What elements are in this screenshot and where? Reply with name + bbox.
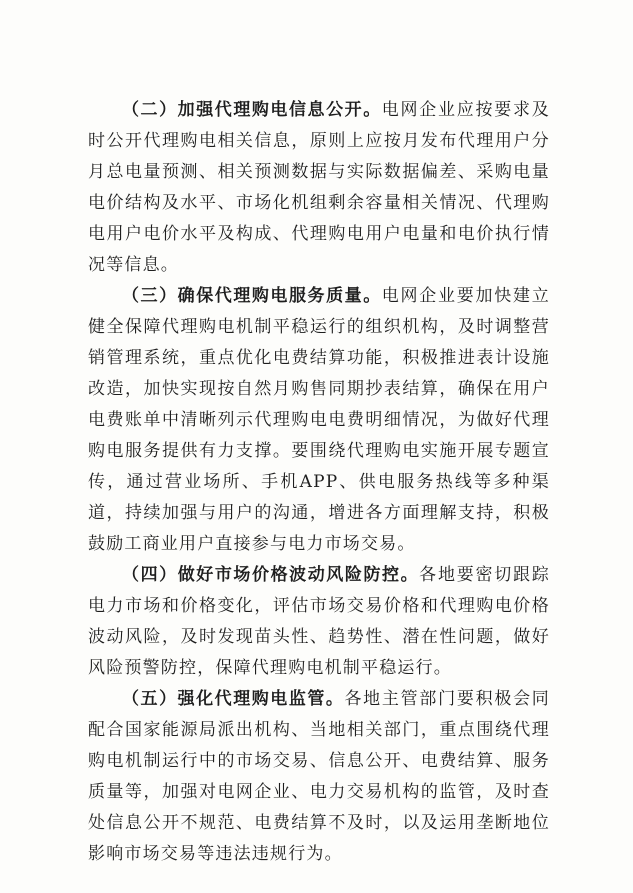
paragraph-heading: （三）确保代理购电服务质量。 bbox=[122, 286, 382, 306]
paragraph-text: 各地主管部门要积极会同配合国家能源局派出机构、当地相关部门，重点围绕代理购电机制运行中的市场交易、信息公开、电费结算、服务质量等，加强对电网企业、电力交易机构的监管，及时查处信息公开不规范、电费结算不及时，以及运用垄断地位影响市场交易等违法违规行为。 bbox=[88, 689, 550, 864]
paragraph-heading: （五）强化代理购电监管。 bbox=[122, 689, 345, 709]
paragraph-text: 电网企业要加快建立健全保障代理购电机制平稳运行的组织机构，及时调整营销管理系统，重点优化电费结算功能，积极推进表计设施改造，加快实现按自然月购售同期抄表结算，确保在用户电费账单中清晰列示代理购电电费明细情况，为做好代理购电服务提供有力支撑。要围绕代理购电实施开展专题宣传，通过营业场所、手机APP、供电服务热线等多种渠道，持续加强与用户的沟通，增进各方面理解支持，积极鼓励工商业用户直接参与电力市场交易。 bbox=[88, 286, 550, 554]
paragraph-heading: （二）加强代理购电信息公开。 bbox=[122, 100, 382, 120]
paragraph-2 bbox=[88, 95, 550, 281]
paragraph-5 bbox=[88, 684, 550, 870]
paragraph-4 bbox=[88, 560, 550, 684]
paragraph-3 bbox=[88, 281, 550, 560]
paragraph-text: 各地要密切跟踪电力市场和价格变化，评估市场交易价格和代理购电价格波动风险，及时发现苗头性、趋势性、潜在性问题，做好风险预警防控，保障代理购电机制平稳运行。 bbox=[88, 565, 551, 678]
paragraph-heading: （四）做好市场价格波动风险防控。 bbox=[122, 565, 420, 585]
document-body bbox=[88, 95, 550, 870]
paragraph-text: 电网企业应按要求及时公开代理购电相关信息，原则上应按月发布代理用户分月总电量预测、相关预测数据与实际数据偏差、采购电量电价结构及水平、市场化机组剩余容量相关情况、代理购电用户电价水平及构成、代理购电用户电量和电价执行情况等信息。 bbox=[88, 100, 550, 275]
